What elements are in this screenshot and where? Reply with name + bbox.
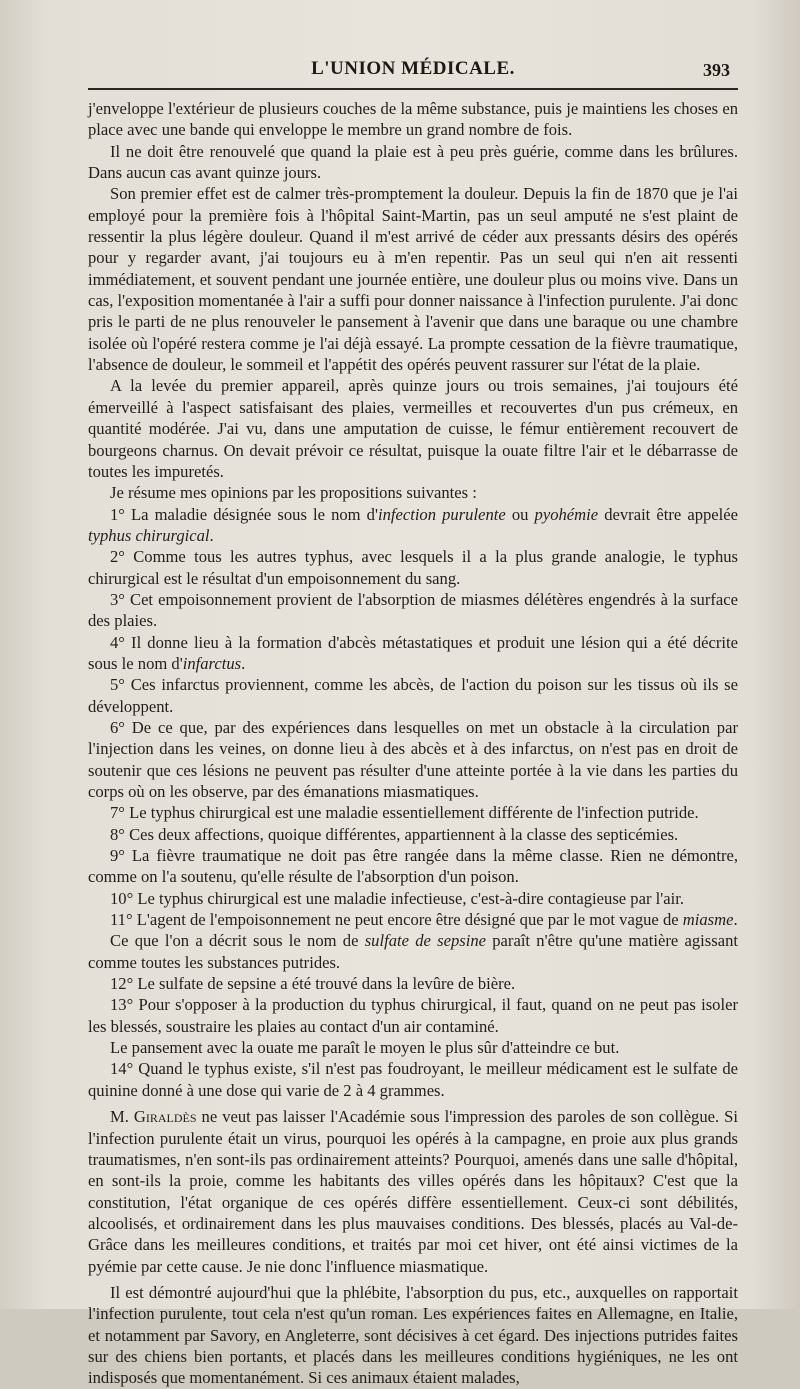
proposition-14: 14° Quand le typhus existe, s'il n'est pas foudroyant, le meilleur médicament est le sulfate de quinine donné à une dose qui varie de 2 à 4 grammes. [88, 1059, 738, 1100]
text-run: paraît n'être qu'une matière agissant comme toutes les substances putrides. [88, 931, 738, 972]
proposition-13: 13° Pour s'opposer à la production du typhus chirurgical, il faut, quand on ne peut pas isoler les blessés, soustraire les plaies au contact d'un air contaminé. [88, 995, 738, 1036]
page-number: 393 [703, 60, 730, 80]
proposition-5: 5° Ces infarctus proviennent, comme les abcès, de l'action du poison sur les tissus où ils se développent. [88, 675, 738, 716]
proposition-9: 9° La fièvre traumatique ne doit pas être rangée dans la même classe. Rien ne démontre, comme on l'a soutenu, qu'elle résulte de l'absorption d'un poison. [88, 846, 738, 887]
body-text [88, 98, 738, 1389]
speaker-paragraph [88, 1106, 738, 1277]
text-run: ou [505, 504, 535, 524]
proposition-3: 3° Cet empoisonnement provient de l'absorption de miasmes délétères engendrés à la surface des plaies. [88, 589, 738, 631]
paragraph [88, 930, 738, 973]
page-header [88, 58, 738, 86]
text-run: 1° La maladie désignée sous le nom d' [110, 504, 378, 524]
text-run: . [209, 525, 214, 545]
proposition-4 [88, 632, 738, 675]
text-run: . [733, 910, 738, 930]
italic-term: infection purulente [377, 504, 506, 524]
italic-term: infarctus [182, 653, 242, 673]
text-run: . [241, 653, 246, 673]
paragraph: A la levée du premier appareil, après quinze jours ou trois semaines, j'ai toujours été émerveillé à l'aspect satisfaisant des plaies, vermeilles et recouvertes d'un pus crémeux, en quantité modérée. J'ai vu, dans une amputation de cuisse, le fémur entièrement recouvert de bourgeons charnus. On devait prévoir ce résultat, puisque la ouate filtre l'air et le débarrasse de toutes les impuretés. [88, 376, 738, 481]
paragraph: j'enveloppe l'extérieur de plusieurs couches de la même substance, puis je maintiens les choses en place avec une bande qui enveloppe le membre un grand nombre de fois. [88, 99, 738, 140]
proposition-2: 2° Comme tous les autres typhus, avec lesquels il a la plus grande analogie, le typhus chirurgical est le résultat d'un empoisonnement du sang. [88, 547, 738, 588]
italic-term: pyohémie [534, 504, 599, 524]
speaker-name: M. Giraldès [110, 1107, 197, 1127]
text-run: ne veut pas laisser l'Académie sous l'impression des paroles de son collègue. Si l'infection purulente était un virus, pourquoi les opérés à la campagne, en proie aux plus grands traumatismes, n'en sont-ils pas ordinairement atteints? Pourquoi, amenés dans une salle d'hôpital, en sont-ils la proie, comme les habitants des villes opérés dans les hôpitaux? C'est que la constitution, l'état organique de ces opérés diffère essentiellement. Ceux-ci sont débilités, alcoolisés, et ordinairement dans les plus mauvaises conditions. Des blessés, placés au Val-de-Grâce dans les meilleures conditions, et traités par moi cet hiver, ont été ainsi victimes de la pyémie par cette cause. Je nie donc l'influence miasmatique. [88, 1107, 738, 1276]
text-run: 11° L'agent de l'empoisonnement ne peut encore être désigné que par le mot vague de [110, 910, 683, 930]
proposition-11 [88, 909, 738, 930]
paragraph: Le pansement avec la ouate me paraît le moyen le plus sûr d'atteindre ce but. [110, 1038, 620, 1058]
text-run: 4° Il donne lieu à la formation d'abcès métastatiques et produit une lésion qui a été décrite sous le nom d' [88, 632, 738, 673]
header-rule [88, 88, 738, 90]
proposition-1 [88, 504, 738, 547]
text-run: devrait être appelée [598, 504, 739, 524]
proposition-8: 8° Ces deux affections, quoique différentes, appartiennent à la classe des septicémies. [110, 824, 679, 844]
italic-term: sulfate de sepsine [364, 931, 486, 951]
proposition-6: 6° De ce que, par des expériences dans lesquelles on met un obstacle à la circulation par l'injection dans les veines, on donne lieu à des abcès et à des infarctus, on n'est pas en droit de soutenir que ces lésions ne peuvent pas résulter d'une atteinte portée à la vie dans les parties du corps où on les observe, par des émanations miasmatiques. [88, 717, 738, 801]
italic-term: typhus chirurgical [88, 525, 210, 545]
paragraph: Son premier effet est de calmer très-promptement la douleur. Depuis la fin de 1870 que je l'ai employé pour la première fois à l'hôpital Saint-Martin, pas un seul amputé ne s'est plaint de ressentir la plus légère douleur. Quand il m'est arrivé de céder aux pressants désirs des opérés pour y regarder avant, j'ai toujours eu à m'en repentir. Pas un seul qui n'en ait ressenti immédiatement, et souvent pendant une journée entière, une douleur plus ou moins vive. Dans un cas, l'exposition momentanée à l'air a suffi pour donner naissance à l'infection purulente. J'ai donc pris le parti de ne plus renouveler le pansement à l'avenir que dans une baraque ou une chambre isolée où l'opéré restera comme je l'ai déjà essayé. La prompte cessation de la fièvre traumatique, l'absence de douleur, le sommeil et l'appétit des opérés peuvent rassurer sur l'état de la plaie. [88, 184, 738, 375]
paragraph: Je résume mes opinions par les propositions suivantes : [110, 483, 477, 503]
running-title: L'UNION MÉDICALE. [311, 58, 515, 79]
proposition-10: 10° Le typhus chirurgical est une maladie infectieuse, c'est-à-dire contagieuse par l'air. [110, 888, 684, 908]
proposition-7: 7° Le typhus chirurgical est une maladie essentiellement différente de l'infection putride. [110, 803, 699, 823]
paragraph: Il ne doit être renouvelé que quand la plaie est à peu près guérie, comme dans les brûlures. Dans aucun cas avant quinze jours. [88, 141, 738, 183]
text-run: Ce que l'on a décrit sous le nom de [110, 931, 365, 951]
paragraph: Il est démontré aujourd'hui que la phlébite, l'absorption du pus, etc., auxquelles on rapportait l'infection purulente, tout cela n'est qu'un roman. Les expériences faites en Allemagne, en Italie, et notamment par Savory, en Angleterre, sont décisives à cet égard. Des injections putrides faites sur des chiens bien portants, et placés dans les meilleures conditions hygiéniques, ne les ont indisposés que momentanément. Si ces animaux étaient malades, [88, 1282, 738, 1388]
proposition-12: 12° Le sulfate de sepsine a été trouvé dans la levûre de bière. [110, 974, 516, 994]
italic-term: miasme [682, 910, 734, 930]
